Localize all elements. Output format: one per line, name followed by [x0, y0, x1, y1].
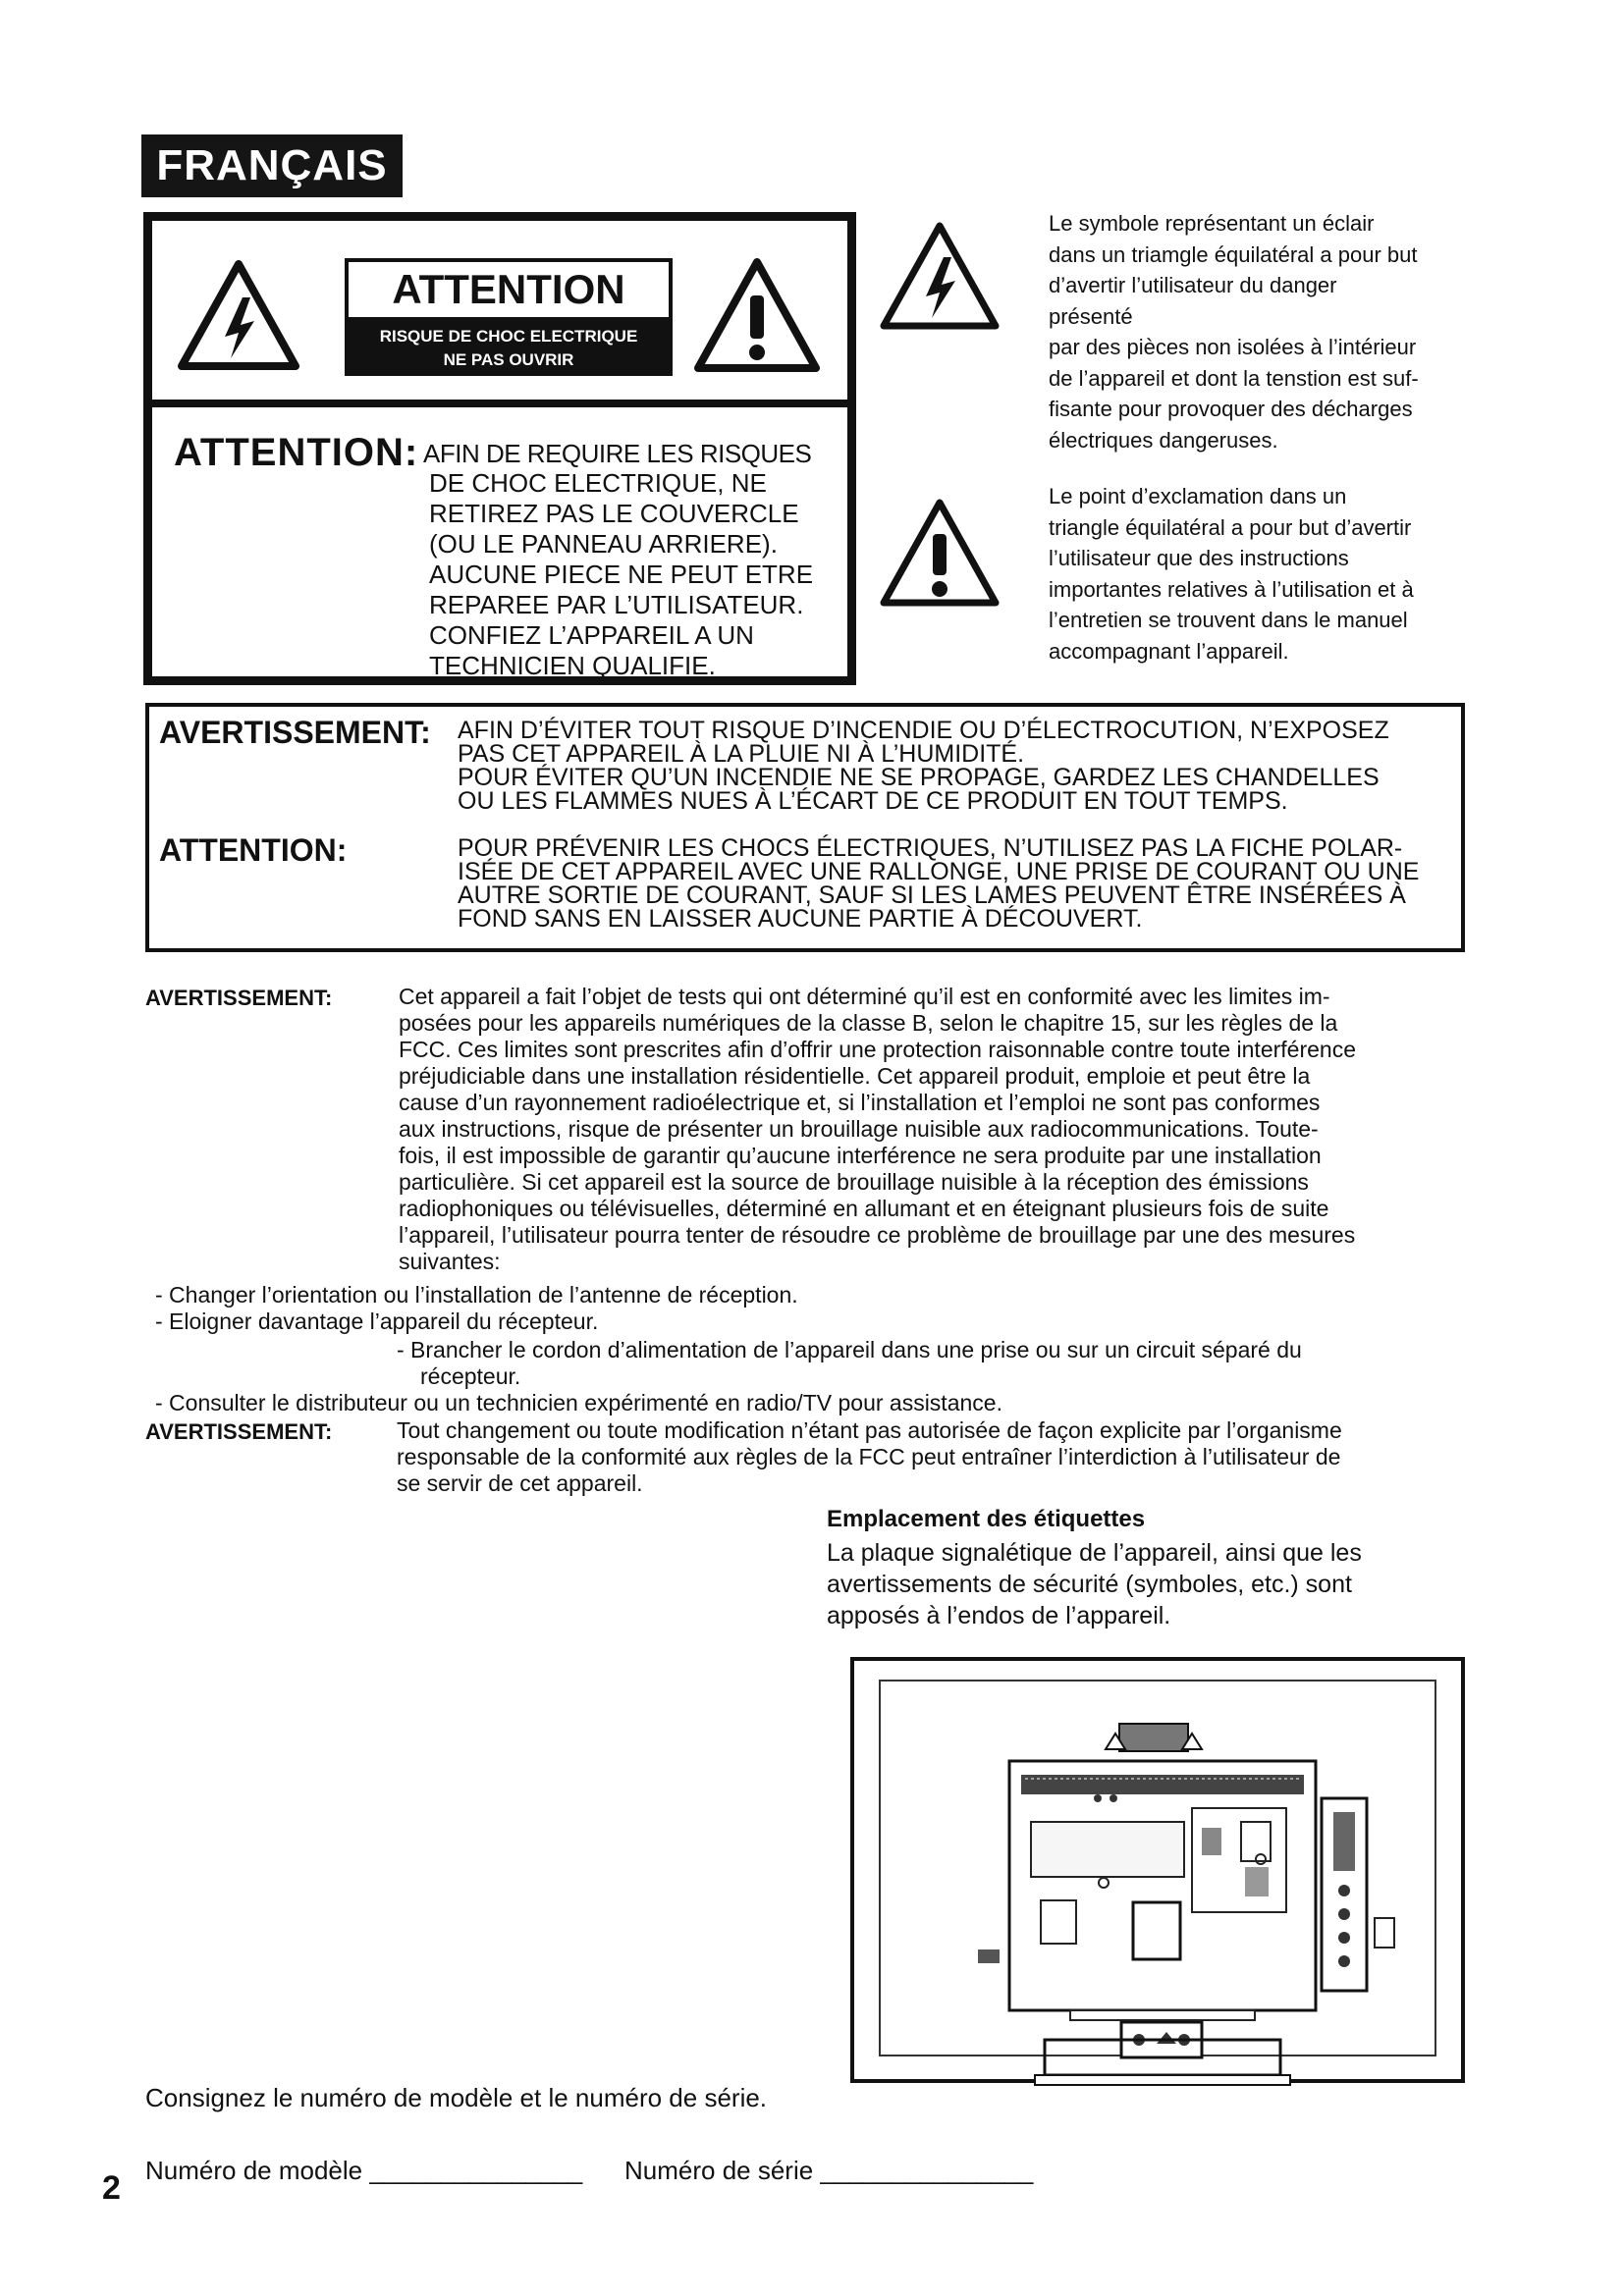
fcc-warning-text — [399, 984, 1469, 1275]
warning-line: PAS CET APPAREIL À LA PLUIE NI À L’HUMIDITÉ. — [458, 740, 1025, 768]
risk-line-1: RISQUE DE CHOC ELECTRIQUE — [379, 327, 638, 346]
serial-number-field: Numéro de série _______________ — [624, 2156, 1034, 2185]
bullet-item: - Changer l’orientation ou l’installation de l’antenne de réception. — [155, 1282, 798, 1308]
attention-text — [458, 836, 1459, 931]
bullet-item: - Brancher le cordon d’alimentation de l’appareil dans une prise ou sur un circuit séparé du — [397, 1337, 1302, 1362]
symbol-line: de l’appareil et dont la tenstion est suf- — [1049, 365, 1419, 391]
fcc-line: FCC. Ces limites sont prescrites afin d’offrir une protection raisonnable contre toute interférence — [399, 1037, 1356, 1062]
caution-body — [429, 468, 828, 681]
caution-header — [152, 221, 847, 407]
lightning-warning-icon — [178, 260, 299, 370]
warning-line: OU LES FLAMMES NUES À L’ÉCART DE CE PRODUIT EN TOUT TEMPS. — [458, 787, 1288, 815]
attention-line: FOND SANS EN LAISSER AUCUNE PARTIE À DÉCOUVERT. — [458, 905, 1143, 933]
symbol-line: accompagnant l’appareil. — [1049, 638, 1289, 664]
attention-label — [345, 258, 669, 376]
caution-line: AUCUNE PIECE NE PEUT ETRE — [429, 560, 814, 589]
labels-location-title: Emplacement des étiquettes — [827, 1506, 1146, 1532]
symbol-line: Le point d’exclamation dans un — [1049, 484, 1347, 508]
warning-line: POUR ÉVITER QU’UN INCENDIE NE SE PROPAGE, GARDEZ LES CHANDELLES — [458, 764, 1380, 791]
attention-line: ISÉE DE CET APPAREIL AVEC UNE RALLONGE, UNE PRISE DE COURANT OU UNE — [458, 858, 1420, 885]
caution-line: RETIREZ PAS LE COUVERCLE — [429, 499, 799, 528]
lightning-symbol-text — [1049, 208, 1422, 455]
warning-text — [458, 719, 1459, 813]
page-number: 2 — [102, 2169, 121, 2207]
symbol-line: électriques dangeruses. — [1049, 427, 1278, 453]
caution-line: CONFIEZ L’APPAREIL A UN — [429, 620, 754, 650]
fcc-line: se servir de cet appareil. — [397, 1470, 643, 1496]
caution-line: REPAREE PAR L’UTILISATEUR. — [429, 590, 804, 619]
tv-rear-illustration — [848, 1655, 1467, 2107]
fcc-line: l’appareil, l’utilisateur pourra tenter de résoudre ce problème de brouillage par une des mesures — [399, 1222, 1356, 1248]
attention-line: AUTRE SORTIE DE COURANT, SAUF SI LES LAMES PEUVENT ÊTRE INSÉRÉES À — [458, 881, 1406, 909]
fcc-line: fois, il est impossible de garantir qu’aucune interférence ne sera produite par une installation — [399, 1143, 1322, 1168]
fcc-line: cause d’un rayonnement radioélectrique et, si l’installation et l’emploi ne sont pas conformes — [399, 1090, 1321, 1115]
caution-first-line: AFIN DE REQUIRE LES RISQUES — [423, 439, 812, 468]
fcc-line: responsable de la conformité aux règles de la FCC peut entraîner l’interdiction à l’utilisateur de — [397, 1444, 1341, 1469]
exclamation-symbol-icon — [880, 499, 1000, 607]
lightning-symbol-icon — [880, 222, 1000, 330]
risk-notice — [345, 321, 673, 376]
fcc-line: particulière. Si cet appareil est la source de brouillage nuisible à la réception des émissions — [399, 1169, 1309, 1195]
symbol-line: fisante pour provoquer des décharges — [1049, 397, 1413, 421]
labels-location-line: apposés à l’endos de l’appareil. — [827, 1602, 1171, 1629]
fcc-line: Tout changement ou toute modification n’étant pas autorisée de façon explicite par l’organisme — [397, 1417, 1342, 1443]
fcc-line: posées pour les appareils numériques de la classe B, selon le chapitre 15, sur les règles de la — [399, 1010, 1338, 1036]
bullet-item: - Consulter le distributeur ou un technicien expérimenté en radio/TV pour assistance. — [155, 1390, 1002, 1415]
model-number-field: Numéro de modèle _______________ — [145, 2156, 583, 2185]
attention-word: ATTENTION — [345, 258, 673, 321]
symbol-line: importantes relatives à l’utilisation et à — [1049, 576, 1414, 602]
exclamation-warning-icon — [694, 258, 820, 372]
symbol-line: triangle équilatéral a pour but d’avertir — [1049, 514, 1412, 540]
fcc-line: Cet appareil a fait l’objet de tests qui ont déterminé qu’il est en conformité avec les limites im- — [399, 984, 1330, 1009]
exclamation-symbol-text — [1049, 481, 1422, 667]
labels-location-line: avertissements de sécurité (symboles, etc.) sont — [827, 1571, 1352, 1598]
fcc-warning-label: AVERTISSEMENT: — [145, 986, 333, 1010]
warning-label: AVERTISSEMENT: — [159, 715, 431, 750]
fcc-line: suivantes: — [399, 1249, 501, 1274]
caution-line: TECHNICIEN QUALIFIE. — [429, 651, 716, 680]
warning-box — [145, 703, 1465, 952]
fcc-warning-text-2 — [397, 1417, 1467, 1497]
fcc-line: préjudiciable dans une installation résidentielle. Cet appareil produit, emploie et peut être la — [399, 1063, 1311, 1089]
labels-location-body — [827, 1537, 1435, 1631]
attention-line: POUR PRÉVENIR LES CHOCS ÉLECTRIQUES, N’UTILISEZ PAS LA FICHE POLAR- — [458, 834, 1403, 862]
language-tab: FRANÇAIS — [141, 134, 403, 197]
symbol-line: l’utilisateur que des instructions — [1049, 546, 1349, 570]
warning-line: AFIN D’ÉVITER TOUT RISQUE D’INCENDIE OU D’ÉLECTROCUTION, N’EXPOSEZ — [458, 717, 1389, 744]
labels-location-line: La plaque signalétique de l’appareil, ainsi que les — [827, 1539, 1362, 1567]
symbol-line: l’entretien se trouvent dans le manuel — [1049, 608, 1408, 632]
caution-line: (OU LE PANNEAU ARRIERE). — [429, 529, 778, 559]
caution-box — [143, 212, 856, 685]
bullet-item: - Eloigner davantage l’appareil du récepteur. — [155, 1308, 599, 1334]
record-instructions: Consignez le numéro de modèle et le numéro de série. — [145, 2083, 768, 2112]
symbol-line: Le symbole représentant un éclair — [1049, 211, 1375, 236]
caution-line: DE CHOC ELECTRIQUE, NE — [429, 468, 767, 498]
fcc-warning-label-2: AVERTISSEMENT: — [145, 1419, 333, 1444]
attention-label-2: ATTENTION: — [159, 832, 348, 868]
caution-title: ATTENTION: — [174, 431, 419, 474]
symbol-line: dans un triamgle équilatéral a pour but — [1049, 241, 1418, 267]
risk-line-2: NE PAS OUVRIR — [443, 350, 574, 369]
symbol-line: d’avertir l’utilisateur du danger présenté — [1049, 273, 1337, 329]
fcc-line: radiophoniques ou télévisuelles, déterminé en allumant et en éteignant plusieurs fois de suite — [399, 1196, 1329, 1221]
fcc-line: aux instructions, risque de présenter un brouillage nuisible aux radiocommunications. Toute- — [399, 1116, 1319, 1142]
bullet-item-continued: récepteur. — [420, 1363, 521, 1389]
symbol-line: par des pièces non isolées à l’intérieur — [1049, 335, 1417, 359]
